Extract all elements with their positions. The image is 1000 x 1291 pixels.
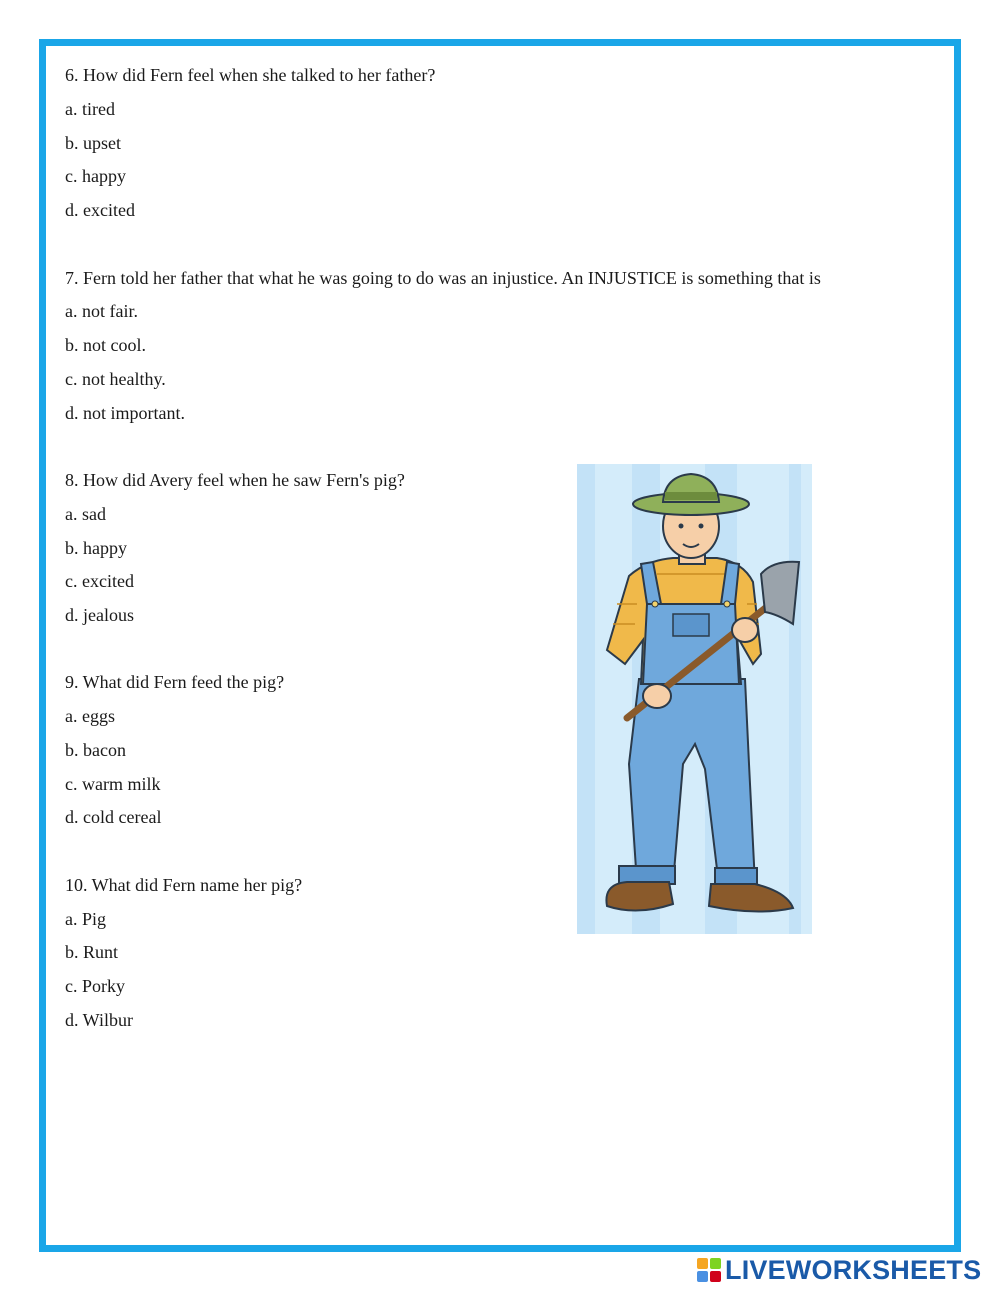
question-6-option-d[interactable]: d. excited xyxy=(65,200,135,220)
question-9-option-c[interactable]: c. warm milk xyxy=(65,774,161,794)
question-8-prompt: 8. How did Avery feel when he saw Fern's pig? xyxy=(65,470,405,490)
question-7-prompt: 7. Fern told her father that what he was going to do was an injustice. An INJUSTICE is something that is xyxy=(65,268,821,288)
farmer-with-shovel-illustration xyxy=(577,464,812,934)
question-6-option-c[interactable]: c. happy xyxy=(65,166,126,186)
liveworksheets-branding[interactable] xyxy=(697,1255,981,1285)
question-10-option-a[interactable]: a. Pig xyxy=(65,909,107,929)
question-8-option-a[interactable]: a. sad xyxy=(65,504,106,524)
worksheet-frame xyxy=(39,39,961,1252)
question-8-option-c[interactable]: c. excited xyxy=(65,571,134,591)
question-7-option-c[interactable]: c. not healthy. xyxy=(65,369,166,389)
question-10-option-d[interactable]: d. Wilbur xyxy=(65,1010,133,1030)
question-9-prompt: 9. What did Fern feed the pig? xyxy=(65,672,285,692)
question-6-prompt: 6. How did Fern feel when she talked to her father? xyxy=(65,65,436,85)
question-8-option-d[interactable]: d. jealous xyxy=(65,605,134,625)
question-7-option-b[interactable]: b. not cool. xyxy=(65,335,146,355)
question-9-option-b[interactable]: b. bacon xyxy=(65,740,126,760)
question-9-option-d[interactable]: d. cold cereal xyxy=(65,807,162,827)
question-7-option-a[interactable]: a. not fair. xyxy=(65,301,138,321)
question-10-option-c[interactable]: c. Porky xyxy=(65,976,125,996)
question-6-option-a[interactable]: a. tired xyxy=(65,99,115,119)
question-6-option-b[interactable]: b. upset xyxy=(65,133,121,153)
question-9-option-a[interactable]: a. eggs xyxy=(65,706,115,726)
brand-name: LIVEWORKSHEETS xyxy=(725,1254,982,1285)
question-10-option-b[interactable]: b. Runt xyxy=(65,942,119,962)
liveworksheets-logo-icon xyxy=(697,1258,721,1282)
question-7-option-d[interactable]: d. not important. xyxy=(65,403,185,423)
question-10-prompt: 10. What did Fern name her pig? xyxy=(65,875,303,895)
question-8-option-b[interactable]: b. happy xyxy=(65,538,127,558)
